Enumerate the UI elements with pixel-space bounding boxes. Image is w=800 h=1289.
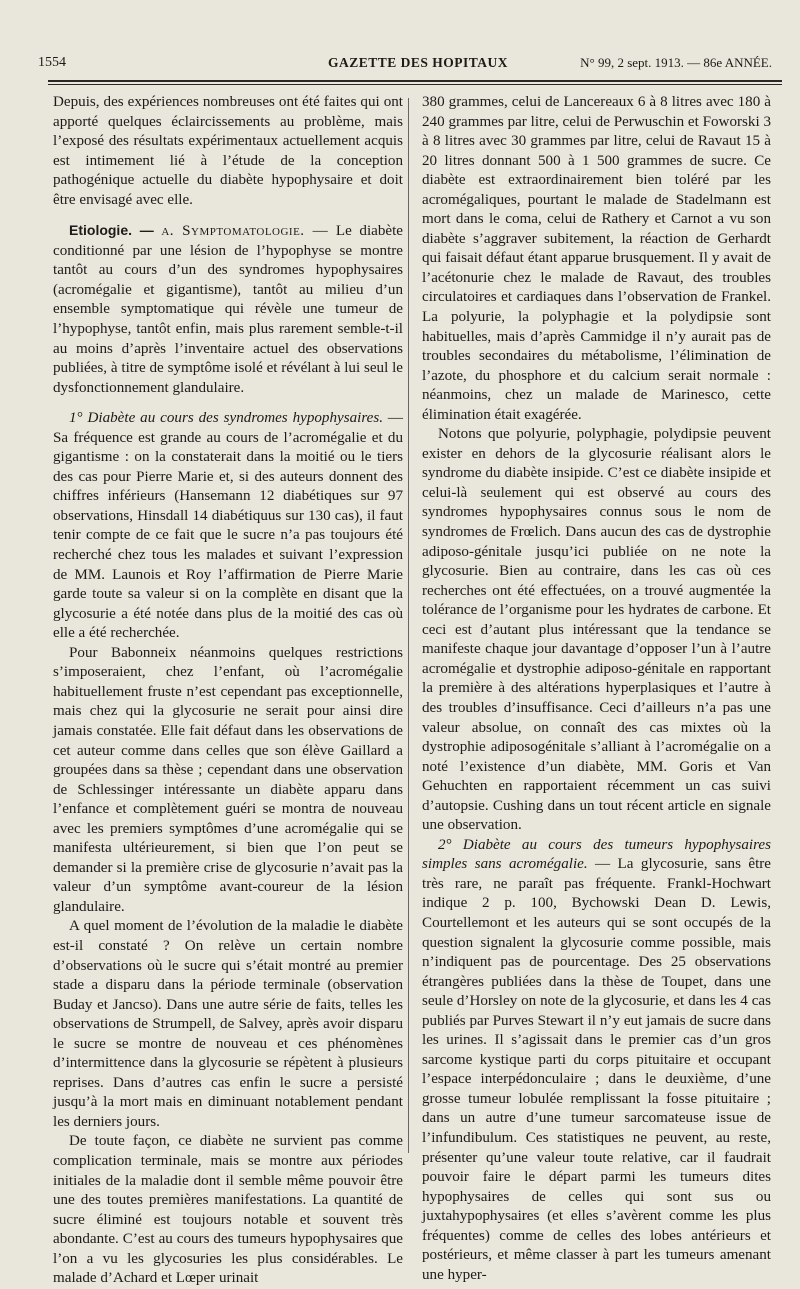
left-column bbox=[53, 93, 403, 1289]
running-header bbox=[38, 55, 784, 77]
paragraph: Depuis, des expériences nombreuses ont été faites qui ont apporté quelques éclaircissements au problème, mais l’exposé des résultats expérimentaux actuellement acquis est intimement lié à l’étude de la conception pathogénique actuelle du diabète hypophysaire et doit être envisagé avec elle. bbox=[53, 94, 403, 208]
paragraph-body: Le diabète conditionné par une lésion de l’hypophyse se montre tantôt au cours d’un des syndromes hypophysaires (acromégalie et gigantisme), tantôt au milieu d’un ensemble symptomatique qui révèle une tumeur de l’hypophyse, tantôt enfin, mais plus rarement semble-t-il au moins d’après l’inventaire actuel des observations publiées, à titre de symptôme isolé et révélant à lui seul le dysfonctionnement glandulaire. bbox=[53, 223, 403, 396]
paragraph bbox=[53, 221, 403, 398]
subsection-label: 2° Diabète au cours des tumeurs hypophysaires simples sans acromégalie. bbox=[422, 836, 771, 873]
header-rule-thin bbox=[48, 84, 782, 85]
paragraph bbox=[53, 409, 403, 644]
paragraph: 380 grammes, celui de Lancereaux 6 à 8 litres avec 180 à 240 grammes par litre, celui de Perwuschin et Foworski 3 à 8 litres avec 30 grammes par litre, celui de Ravaut 15 à 20 litres donnant 500 à 1 500 grammes de sucre. Ce diabète est extraordinairement bien toléré par les acromégaliques, pourtant le malade de Stadelmann est mort dans le coma, celui de Rathery et Carnot a vu son diabète s’aggraver subitement, la réaction de Gerhardt qui faisait défaut étant apparue brusquement. Il y avait de l’acétonurie chez le malade de Ravaut, des troubles circulatoires et cardiaques dans l’observation de Frankel. La polyurie, la polyphagie et la polydipsie sont habituelles, mais d’après Cammidge il n’y aurait pas de troubles secondaires du métabolisme, l’élimination de l’azote, du phosphore et du calcium serait normale : néanmoins, chez un malade de Marinesco, cette élimination était exagérée. bbox=[422, 94, 771, 423]
paragraph-body: — La glycosurie, sans être très rare, ne paraît pas fréquente. Frankl-Hochwart indique 2 p. 100, Bychowski Dean D. Lewis, Courtellemont et les auteurs qui se sont occupés de la question signalent la glycosurie comme possible, mais n’indiquent pas de pourcentage. Des 25 observations étrangères publiées dans la thèse de Toupet, dans une seule d’Horsley on note de la glycosurie, et dans les 4 cas publiés par Purves Stewart il n’y eut jamais de sucre dans les urines. Il s’agissait dans le premier cas d’un gros sarcome kystique parti du corps pituitaire et occupant l’espace interpédonculaire ; dans le deuxième, d’une grosse tumeur lobulée remplissant la fosse pituitaire ; dans un autre d’une tumeur sarcomateuse issue de l’infundibulum. Ces statistiques ne peuvent, au reste, présenter qu’une valeur toute relative, car il faudrait pouvoir faire le départ parmi les tumeurs dites hypophysaires de celles qui sont sus ou juxtahypophysaires (et elles s’avèrent comme les plus fréquentes) comme de celles des lobes antérieurs et postérieurs, et même classer à part les tumeurs amenant une hyper- bbox=[422, 856, 771, 1283]
paragraph bbox=[422, 836, 771, 1286]
paragraph: Notons que polyurie, polyphagie, polydipsie peuvent exister en dehors de la glycosurie réalisant alors le syndrome du diabète insipide. C’est ce diabète insipide et celui-là seulement qui est observé au cours des syndromes hypophysaires connus sous le nom de syndromes de Frœlich. Dans aucun des cas de dystrophie adiposo-génitale jusqu’ici publiée on ne note la glycosurie. Bien au contraire, dans les cas où ces recherches ont été effectuées, on a trouvé augmentée la tolérance de l’organisme pour les hydrates de carbone. Et ceci est d’autant plus intéressant que la tendance se manifeste chaque jour davantage d’opposer l’un à l’autre acromégalie et dystrophie adiposo-génitale en rapportant la première à des altérations hyperplasiques et l’autre à des troubles d’insuffisance. Ceci d’ailleurs n’a pas une valeur absolue, on connaît des cas mixtes où la dystrophie adiposogénitale s’alliant à l’acromégalie on a noté l’existence d’un diabète, MM. Goris et Van Gehuchten en rapportaient récemment un cas suivi d’autopsie. Cushing dans un tout récent article en signale une observation. bbox=[422, 426, 771, 834]
subsection-label: 1° Diabète au cours des syndromes hypophysaires. bbox=[69, 410, 383, 427]
section-heading: Etiologie. — bbox=[69, 222, 154, 239]
paragraph: Pour Babonneix néanmoins quelques restrictions s’imposeraient, chez l’enfant, où l’acromégalie habituellement fruste n’est cependant pas exceptionnelle, mais chez qui la glycosurie ne serait pour ainsi dire jamais constatée. Elle fait défaut dans les observations de cet auteur comme dans celles que son élève Gaillard a groupées dans sa thèse ; cependant dans une observation de Schlessinger intéressante un diabète apparu dans l’enfance et complètement guéri se montra de nouveau avec les premiers symptômes d’une acromégalie qui se manifesta ultérieurement, si bien que l’on peut se demander si la première crise de glycosurie n’avait pas la valeur d’un symptôme avant-coureur de la lésion glandulaire. bbox=[53, 644, 403, 915]
right-column bbox=[422, 93, 771, 1285]
page-number: 1554 bbox=[38, 55, 66, 70]
paragraph-body: — Sa fréquence est grande au cours de l’acromégalie et du gigantisme : on la constaterait dans la moitié ou le tiers des cas pour Pierre Marie et, si des auteurs donnent des chiffres inférieurs (Hansemann 12 diabétiques sur 97 observations, Hinsdall 14 diabétiquus sur 130 cas), il faut tenir compte de ce fait que le sucre n’a pas toujours été recherché chez tous les malades et suivant l’expression de MM. Launois et Roy l’affirmation de Pierre Marie garde toute sa valeur si on la complète en disant que la glycosurie a été notée dans plus de la moitié des cas où elle a été recherchée. bbox=[53, 410, 403, 642]
issue-info: N° 99, 2 sept. 1913. — 86e ANNÉE. bbox=[580, 55, 772, 70]
journal-title: GAZETTE DES HOPITAUX bbox=[328, 55, 509, 70]
header-rule-thick bbox=[48, 80, 782, 82]
column-separator bbox=[408, 98, 409, 1153]
paragraph: A quel moment de l’évolution de la maladie le diabète est-il constaté ? On relève un certain nombre d’observations où le sucre qui s’était montré au premier stade a disparu dans la période terminale (observation Buday et Jancso). Dans une autre série de faits, telles les observations de Strumpell, de Salvey, après avoir disparu le sucre se montre de nouveau et ces phénomènes d’intermittence dans la glycosurie se répètent à plusieurs reprises. Dans d’autres cas enfin le sucre a persisté jusqu’à la mort mais en diminuant notablement pendant les derniers jours. bbox=[53, 918, 403, 1130]
paragraph: De toute façon, ce diabète ne survient pas comme complication terminale, mais se montre aux périodes initiales de la maladie dont il semble même pouvoir être une des toutes premières manifestations. La quantité de sucre éliminé est toujours notable et souvent très abondante. C’est au cours des tumeurs hypophysaires que l’on a vu les glycosuries les plus considérables. Le malade d’Achard et Lœper urinait bbox=[53, 1133, 403, 1287]
subsection-heading: α. Symptomatologie. — bbox=[161, 223, 329, 240]
